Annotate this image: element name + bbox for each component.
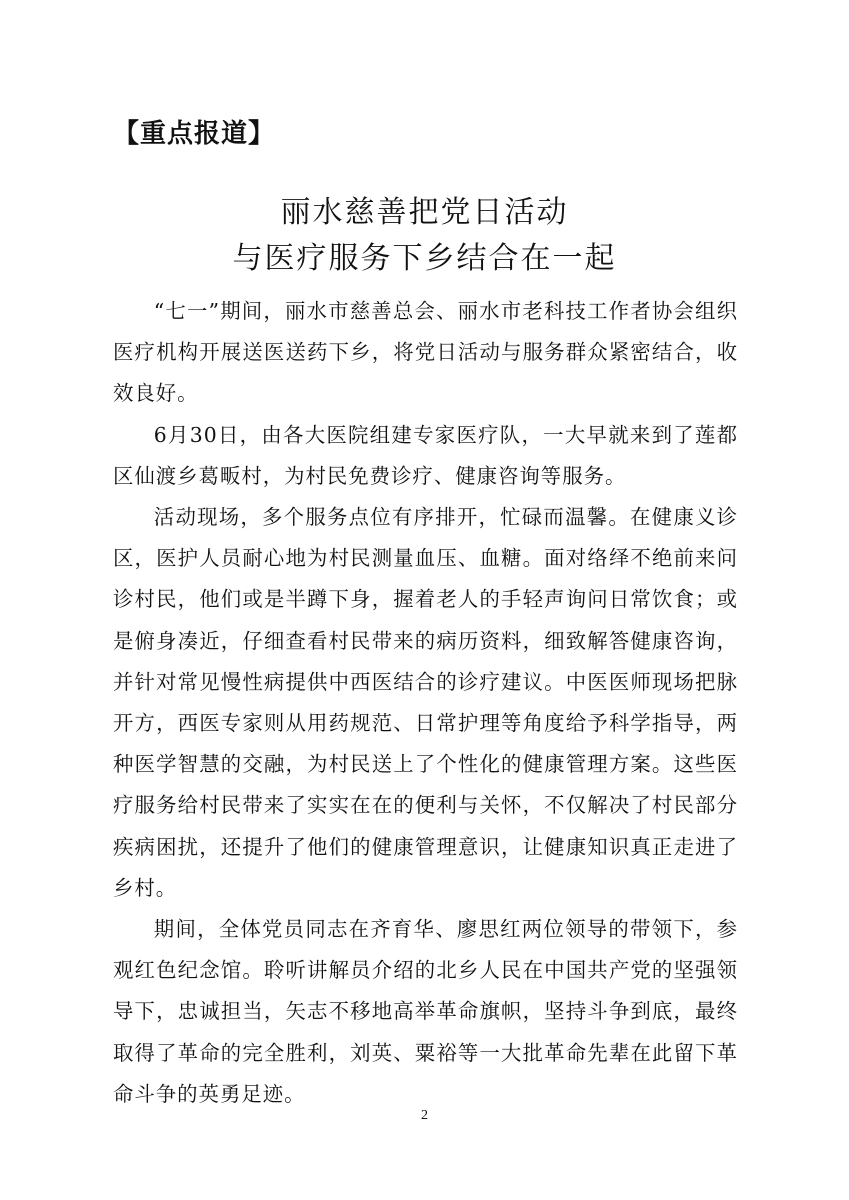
section-tag: 【重点报道】 xyxy=(113,119,276,149)
paragraph-activity: 活动现场，多个服务点位有序排开，忙碌而温馨。在健康义诊区，医护人员耐心地为村民测量血压、血糖。面对络绎不绝前来问诊村民，他们或是半蹲下身，握着老人的手轻声询问日常饮食；或是俯身凑近，仔细查看村民带来的病历资料，细致解答健康咨询，并针对常见慢性病提供中西医结合的诊疗建议。中医医师现场把脉开方，西医专家则从用药规范、日常护理等角度给予科学指导，两种医学智慧的交融，为村民送上了个性化的健康管理方案。这些医疗服务给村民带来了实实在在的便利与关怀，不仅解决了村民部分疾病困扰，还提升了他们的健康管理意识，让健康知识真正走进了乡村。 xyxy=(113,505,738,900)
paragraph-date: 6月30日，由各大医院组建专家医疗队，一大早就来到了莲都区仙渡乡葛畈村，为村民免费诊疗、健康咨询等服务。 xyxy=(113,422,738,488)
page-number: 2 xyxy=(421,1108,428,1123)
article-title xyxy=(0,190,849,282)
paragraph-intro: “七一”期间，丽水市慈善总会、丽水市老科技工作者协会组织医疗机构开展送医送药下乡，将党日活动与服务群众紧密结合，收效良好。 xyxy=(113,299,738,406)
article-body xyxy=(113,291,738,1115)
article-title-line-2: 与医疗服务下乡结合在一起 xyxy=(232,241,617,276)
article-title-line-1: 丽水慈善把党日活动 xyxy=(280,195,569,230)
paragraph-memorial: 期间，全体党员同志在齐育华、廖思红两位领导的带领下，参观红色纪念馆。聆听讲解员介绍的北乡人民在中国共产党的坚强领导下，忠诚担当，矢志不移地高举革命旗帜，坚持斗争到底，最终取得了革命的完全胜利，刘英、粟裕等一大批革命先辈在此留下革命斗争的英勇足迹。 xyxy=(113,917,738,1106)
